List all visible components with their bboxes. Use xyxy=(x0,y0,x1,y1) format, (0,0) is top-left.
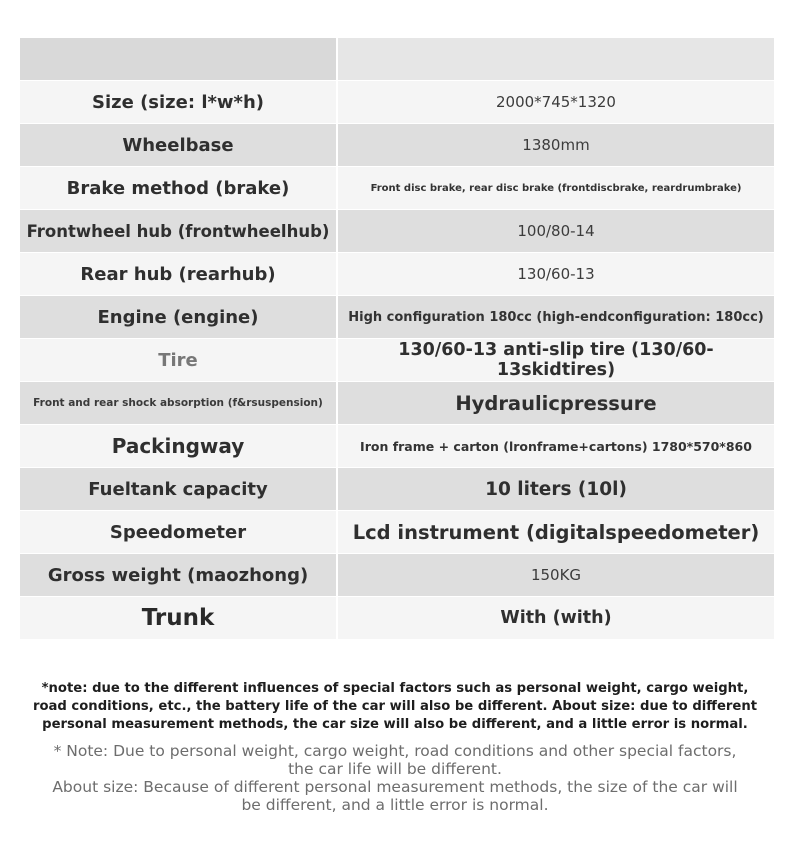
table-row xyxy=(20,468,774,511)
spec-value-size: 2000*745*1320 xyxy=(336,81,774,123)
note-english-line: *note: due to the different influences of special factors such as personal weight, cargo weight, xyxy=(41,681,749,696)
spec-label-engine: Engine (engine) xyxy=(20,296,336,338)
note-english xyxy=(0,680,790,734)
spec-value-suspension: Hydraulicpressure xyxy=(336,382,774,424)
spec-value-speedometer: Lcd instrument (digitalspeedometer) xyxy=(336,511,774,553)
spec-label-speedometer: Speedometer xyxy=(20,511,336,553)
spec-value-fueltank: 10 liters (10l) xyxy=(336,468,774,510)
table-row xyxy=(20,253,774,296)
spec-label-packing: Packingway xyxy=(20,425,336,467)
table-row xyxy=(20,167,774,210)
table-row xyxy=(20,511,774,554)
table-row xyxy=(20,81,774,124)
spec-value-engine: High configuration 180cc (high-endconfiguration: 180cc) xyxy=(336,296,774,338)
spec-label-gross-weight: Gross weight (maozhong) xyxy=(20,554,336,596)
table-row xyxy=(20,425,774,468)
note-english-line: road conditions, etc., the battery life of the car will also be different. About size: due to different xyxy=(32,699,758,714)
note-translated xyxy=(0,742,790,814)
spec-value-front-hub: 100/80-14 xyxy=(336,210,774,252)
spec-label-front-hub: Frontwheel hub (frontwheelhub) xyxy=(20,210,336,252)
spec-label-size: Size (size: l*w*h) xyxy=(20,81,336,123)
spec-label-wheelbase: Wheelbase xyxy=(20,124,336,166)
note-translated-line: * Note: Due to personal weight, cargo weight, road conditions and other special factors, xyxy=(53,742,737,760)
table-row xyxy=(20,296,774,339)
spec-label-trunk: Trunk xyxy=(20,597,336,639)
spec-value-gross-weight: 150KG xyxy=(336,554,774,596)
spec-value-rear-hub: 130/60-13 xyxy=(336,253,774,295)
table-row xyxy=(20,382,774,425)
spec-value-brake: Front disc brake, rear disc brake (frontdiscbrake, reardrumbrake) xyxy=(336,167,774,209)
spec-label-brake: Brake method (brake) xyxy=(20,167,336,209)
table-row xyxy=(20,554,774,597)
note-english-line: personal measurement methods, the car size will also be different, and a little error is normal. xyxy=(42,717,748,732)
header-cell-right xyxy=(336,38,774,80)
note-translated-line: be different, and a little error is normal. xyxy=(241,796,549,814)
note-translated-line: the car life will be different. xyxy=(288,760,502,778)
table-row xyxy=(20,339,774,382)
spec-value-trunk: With (with) xyxy=(336,597,774,639)
table-row xyxy=(20,124,774,167)
spec-label-rear-hub: Rear hub (rearhub) xyxy=(20,253,336,295)
spec-label-fueltank: Fueltank capacity xyxy=(20,468,336,510)
table-row xyxy=(20,597,774,639)
header-cell-left xyxy=(20,38,336,80)
spec-value-packing: Iron frame + carton (lronframe+cartons) 1780*570*860 xyxy=(336,425,774,467)
spec-value-wheelbase: 1380mm xyxy=(336,124,774,166)
spec-label-tire: Tire xyxy=(20,339,336,381)
spec-label-suspension: Front and rear shock absorption (f&rsuspension) xyxy=(20,382,336,424)
spec-table xyxy=(20,38,774,639)
note-translated-line: About size: Because of different personal measurement methods, the size of the car will xyxy=(52,778,738,796)
table-row xyxy=(20,210,774,253)
table-header-row xyxy=(20,38,774,81)
spec-value-tire: 130/60-13 anti-slip tire (130/60-13skidtires) xyxy=(336,339,774,381)
